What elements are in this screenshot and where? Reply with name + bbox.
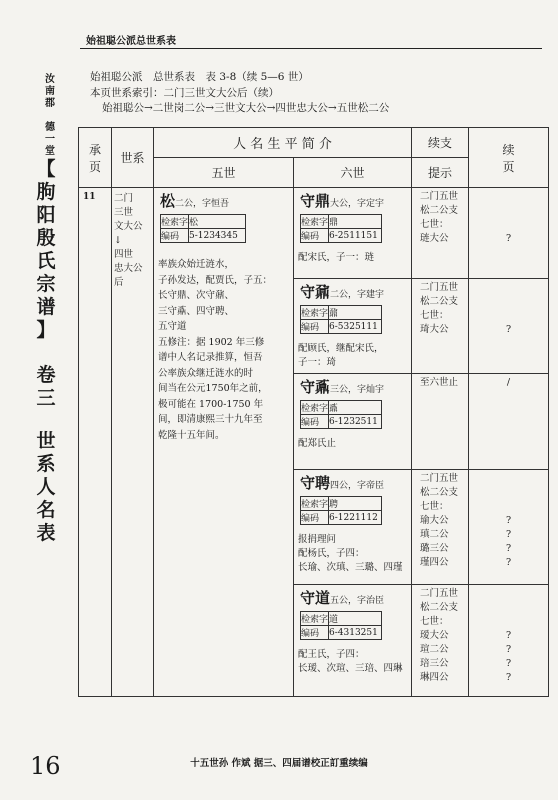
gen5-name: 松 — [160, 192, 176, 210]
header-rule — [80, 48, 542, 49]
xuye-cell — [469, 374, 549, 470]
xuzhi-line: 二门五世 — [420, 191, 459, 202]
gen6-cell — [294, 585, 412, 697]
hall-name: 汝 南 郡 德 一 堂 — [45, 74, 55, 157]
xuzhi-line: 琏大公 — [420, 233, 449, 244]
xuzhi-line: 二门五世 — [420, 282, 459, 293]
person-heading — [294, 374, 411, 397]
section-label: 世 系 人 名 表 — [36, 430, 56, 544]
index-box — [300, 305, 382, 334]
index-box — [300, 214, 382, 243]
person-heading — [294, 470, 411, 493]
xuzhi-line: 琳四公 — [420, 672, 449, 683]
xuye-cell — [469, 279, 549, 374]
running-header: 始祖聪公派总世系表 — [86, 36, 176, 47]
person-note: 长瑷、次瑄、三琣、四琳 — [298, 663, 403, 674]
code-value: 6-2511151 — [329, 229, 382, 243]
biography-line: 五修注：据 1902 年三修 — [158, 336, 265, 348]
xuzhi-cell — [412, 585, 469, 697]
xuzhi-line: 琦大公 — [420, 324, 449, 335]
index-box — [300, 400, 382, 429]
person-name: 守鼒 — [300, 378, 331, 396]
xuzhi-line: 松二公支 — [420, 205, 459, 216]
person-note: 配杨氏，子四： — [298, 548, 365, 559]
code-value: 6-5325111 — [329, 320, 382, 334]
xuzhi-line: 璐三公 — [420, 543, 449, 554]
person-heading — [294, 585, 411, 608]
code-value: 5-1234345 — [189, 229, 246, 243]
xuye-mark: ? — [505, 630, 512, 641]
xuzhi-line: 七世： — [420, 310, 449, 321]
col-header-xuye: 续 页 — [469, 128, 549, 188]
person-note: 长瑜、次瑱、三璐、四瑾 — [298, 562, 403, 573]
biography-line: 极可能在 1700-1750 年 — [158, 398, 264, 410]
code-label: 编码 — [301, 229, 329, 243]
index-label: 检索字 — [301, 612, 329, 626]
person-note: 配顾氏，继配宋氏， — [298, 343, 384, 354]
xuzhi-line: 瑄二公 — [420, 644, 449, 655]
person-title: 四公，字帝臣 — [330, 481, 385, 491]
xuye-mark: ? — [505, 529, 512, 540]
person-title: 三公，字灿宇 — [330, 385, 385, 395]
person-note: 子一：琦 — [298, 357, 337, 368]
xuye-mark: ? — [505, 672, 512, 683]
code-value: 6-4313251 — [329, 626, 382, 640]
xuzhi-line: 瑾四公 — [420, 557, 449, 568]
code-label: 编码 — [161, 229, 189, 243]
lineage-line: 四世 — [114, 249, 134, 260]
index-char: 鼒 — [329, 401, 382, 415]
person-title: 大公，字定宇 — [330, 199, 385, 209]
index-char: 鼎 — [329, 215, 382, 229]
code-label: 编码 — [301, 511, 329, 525]
biography-line: 公率族众继迁涟水的时 — [158, 367, 254, 379]
lineage-cell — [112, 188, 154, 697]
col-header-chengye: 承 页 — [79, 128, 112, 188]
code-label: 编码 — [301, 415, 329, 429]
person-name: 守鼎 — [300, 192, 331, 210]
col-header-tishi: 提示 — [412, 158, 469, 188]
footer-note: 十五世孙 作斌 据三、四届谱校正訂重续编 — [190, 758, 368, 769]
xuzhi-line: 七世： — [420, 616, 449, 627]
gen6-cell — [294, 470, 412, 585]
xuye-cell — [469, 585, 549, 697]
xuzhi-cell — [412, 188, 469, 279]
lineage-line: ↓ — [114, 235, 122, 246]
index-char: 鼐 — [329, 306, 382, 320]
index-label: 检索字 — [301, 401, 329, 415]
xuzhi-cell — [412, 470, 469, 585]
xuye-cell — [469, 188, 549, 279]
col-header-wushi: 五世 — [154, 158, 294, 188]
book-title: 【 朐 阳 殷 氏 宗 谱 】 — [36, 158, 56, 341]
index-label: 检索字 — [161, 215, 189, 229]
xuzhi-line: 瑷大公 — [420, 630, 449, 641]
xuzhi-line: 琣三公 — [420, 658, 449, 669]
index-box — [300, 611, 382, 640]
biography-line: 谱中人名记录推算，恒吾 — [158, 352, 263, 363]
xuye-mark: ? — [505, 233, 512, 244]
person-note: 配郑氏止 — [298, 438, 337, 449]
xuzhi-line: 松二公支 — [420, 296, 459, 307]
person-name: 守鼐 — [300, 283, 331, 301]
biography-line: 间，即清康熙三十九年至 — [158, 414, 263, 425]
xuzhi-line: 二门五世 — [420, 588, 459, 599]
person-heading — [294, 279, 411, 302]
gen6-cell — [294, 188, 412, 279]
page-number: 16 — [30, 752, 61, 780]
volume-label: 卷 三 — [36, 364, 56, 409]
xuzhi-line: 至六世止 — [420, 377, 459, 388]
xuzhi-cell — [412, 279, 469, 374]
gen6-cell — [294, 279, 412, 374]
xuye-mark: ? — [505, 515, 512, 526]
xuye-mark: ? — [505, 324, 512, 335]
index-char: 聘 — [329, 497, 382, 511]
xuye-mark: ? — [505, 658, 512, 669]
col-header-liushi: 六世 — [294, 158, 412, 188]
biography-line: 长守鼎、次守鼐、 — [158, 290, 235, 301]
xuzhi-cell — [412, 374, 469, 470]
lineage-line: 后 — [114, 277, 124, 288]
person-heading — [294, 188, 411, 211]
code-value: 6-1221112 — [329, 511, 382, 525]
xuye-mark: / — [506, 377, 511, 388]
index-label: 检索字 — [301, 306, 329, 320]
biography-line: 三守鼒、四守聘、 — [158, 305, 235, 317]
index-char: 松 — [189, 215, 246, 229]
xuye-mark: ? — [505, 557, 512, 568]
gen5-index-box — [160, 214, 246, 243]
xuzhi-line: 松二公支 — [420, 602, 459, 613]
biography-line: 乾隆十五年间。 — [158, 429, 225, 441]
code-value: 6-1232511 — [329, 415, 382, 429]
biography-line: 子孙发达，配贾氏，子五： — [158, 274, 273, 286]
person-note: 配宋氏，子一：琏 — [298, 252, 375, 263]
person-title: 五公，字治臣 — [330, 596, 385, 606]
xuzhi-line: 瑜大公 — [420, 515, 449, 526]
code-label: 编码 — [301, 626, 329, 640]
xuye-mark: ? — [505, 543, 512, 554]
gen5-biography — [154, 257, 293, 443]
lineage-line: 二门 — [114, 193, 134, 204]
xuzhi-line: 瑱二公 — [420, 529, 449, 540]
table-caption: 始祖聪公派 总世系表 表 3-8（续 5—6 世） — [90, 71, 309, 83]
xuye-mark: ? — [505, 644, 512, 655]
person-title: 二公，字建宇 — [330, 290, 385, 300]
col-header-xuzhi: 续支 — [412, 128, 469, 158]
index-char: 道 — [329, 612, 382, 626]
index-box — [300, 496, 382, 525]
xuzhi-line: 松二公支 — [420, 487, 459, 498]
person-name: 守聘 — [300, 474, 331, 492]
lineage-line: 三世 — [114, 207, 134, 218]
xuzhi-line: 二门五世 — [420, 473, 459, 484]
index-note: 本页世系索引：二门三世文大公后（续） — [90, 87, 279, 99]
person-name: 守道 — [300, 589, 331, 607]
row-number: 11 — [79, 188, 112, 697]
biography-line: 间当在公元1750年之前， — [158, 383, 268, 394]
gen5-cell — [154, 188, 294, 697]
index-label: 检索字 — [301, 497, 329, 511]
xuye-cell — [469, 470, 549, 585]
lineage-path: 始祖聪公→二世岗二公→三世文大公→四世忠大公→五世松二公 — [102, 102, 390, 114]
person-note: 报捐理问 — [298, 534, 337, 545]
lineage-line: 文大公 — [114, 221, 143, 232]
code-label: 编码 — [301, 320, 329, 334]
biography-line: 率族众始迁涟水， — [158, 259, 235, 270]
col-header-shixi: 世系 — [112, 128, 154, 188]
gen6-cell — [294, 374, 412, 470]
lineage-table — [78, 127, 549, 697]
biography-line: 五守道 — [158, 321, 187, 332]
index-label: 检索字 — [301, 215, 329, 229]
xuzhi-line: 七世： — [420, 219, 449, 230]
person-note: 配王氏，子四： — [298, 649, 365, 660]
gen5-title: 二公，字恒吾 — [175, 199, 230, 209]
col-header-renming: 人 名 生 平 简 介 — [154, 128, 412, 158]
lineage-line: 忠大公 — [114, 263, 143, 274]
xuzhi-line: 七世： — [420, 501, 449, 512]
